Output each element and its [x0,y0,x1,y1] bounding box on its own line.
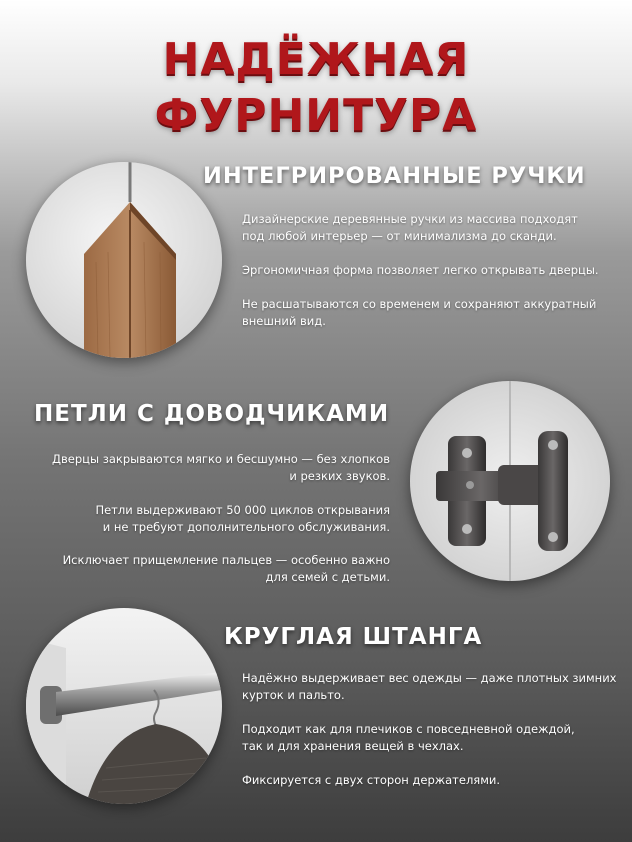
rod-paragraph-1: Надёжно выдерживает вес одежды — даже плотных зимних курток и пальто. [242,671,617,702]
hinge-photo [410,381,610,581]
handles-paragraph-2: Эргономичная форма позволяет легко открывать дверцы. [242,263,599,277]
title-line-2: ФУРНИТУРА [154,90,478,141]
clothes-rod-photo [26,608,222,804]
title-line-1: НАДЁЖНАЯ [162,34,470,85]
wooden-handle-icon [26,162,222,358]
hinges-paragraph-2: Петли выдерживают 50 000 циклов открывания и не требуют дополнительного обслуживания. [95,503,390,534]
handles-paragraph-3: Не расшатываются со временем и сохраняют аккуратный внешний вид. [242,297,597,328]
hinges-paragraph-3: Исключает прищемление пальцев — особенно важно для семей с детьми. [62,553,390,584]
clothes-rod-icon [26,608,222,804]
section-heading-handles: ИНТЕГРИРОВАННЫЕ РУЧКИ [203,163,586,189]
section-heading-hinges: ПЕТЛИ С ДОВОДЧИКАМИ [34,401,390,427]
rod-paragraph-2: Подходит как для плечиков с повседневной одеждой, так и для хранения вещей в чехлах. [242,722,575,753]
wooden-handle-photo [26,162,222,358]
handles-paragraph-1: Дизайнерские деревянные ручки из массива подходят под любой интерьер — от минимализма до сканди. [242,212,578,243]
hinges-paragraph-1: Дверцы закрываются мягко и бесшумно — без хлопков и резких звуков. [52,452,390,483]
rod-paragraph-3: Фиксируется с двух сторон держателями. [242,773,501,787]
hinge-icon [410,381,610,581]
section-heading-rod: КРУГЛАЯ ШТАНГА [224,624,483,650]
